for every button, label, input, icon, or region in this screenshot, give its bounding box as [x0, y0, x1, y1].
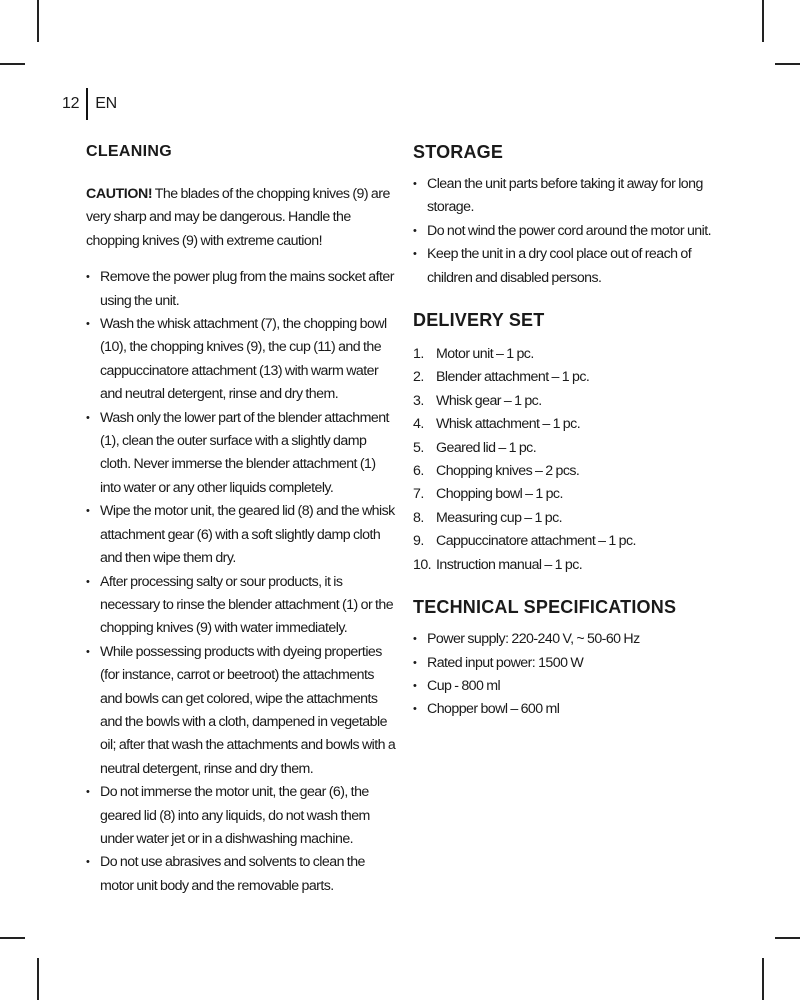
list-item [413, 366, 713, 389]
list-item: • Cup - 800 ml [413, 675, 713, 698]
item-number: 2. [413, 369, 424, 386]
crop-mark [762, 0, 764, 42]
list-item: • Rated input power: 1500 W [413, 652, 713, 675]
delivery-set-title: DELIVERY SET [413, 310, 545, 331]
item-text: Motor unit – 1 pc. [436, 346, 534, 363]
item-text: Cappuccinatore attachment – 1 pc. [436, 533, 636, 550]
item-text: Chopping bowl – 1 pc. [436, 486, 563, 503]
delivery-set-list [413, 343, 713, 577]
item-text: Whisk attachment – 1 pc. [436, 416, 581, 433]
crop-mark [0, 937, 25, 939]
list-item [413, 507, 713, 530]
item-number: 3. [413, 392, 424, 409]
technical-specifications-title: TECHNICAL SPECIFICATIONS [413, 597, 677, 618]
caution-label: CAUTION! [86, 186, 153, 202]
list-item: • Do not immerse the motor unit, the gear (6), the geared lid (8) into any liquids, do not wash them under water jet or in a dishwashing machine. [86, 781, 398, 851]
item-text: Measuring cup – 1 pc. [436, 509, 563, 526]
crop-mark [775, 63, 800, 65]
cleaning-list [86, 266, 398, 898]
list-item [413, 343, 713, 366]
cleaning-section [86, 140, 398, 898]
item-number: 6. [413, 463, 424, 480]
list-item [413, 483, 713, 506]
item-number: 7. [413, 486, 424, 503]
crop-mark [37, 0, 39, 42]
item-number: 8. [413, 509, 424, 526]
list-item [413, 530, 713, 553]
list-item: • After processing salty or sour products, it is necessary to rinse the blender attachment (1) or the chopping knives (9) with water immediately. [86, 571, 398, 641]
list-item: • Power supply: 220-240 V, ~ 50-60 Hz [413, 628, 713, 651]
caution-paragraph [86, 183, 398, 253]
list-item [413, 460, 713, 483]
technical-specifications-list [413, 628, 713, 722]
item-text: Geared lid – 1 pc. [436, 439, 537, 456]
page-header [62, 88, 117, 120]
crop-mark [0, 63, 25, 65]
list-item [413, 413, 713, 436]
item-text: Whisk gear – 1 pc. [436, 392, 542, 409]
list-item: • Do not use abrasives and solvents to clean the motor unit body and the removable parts. [86, 851, 398, 898]
language-label: EN [95, 95, 117, 112]
storage-title: STORAGE [413, 142, 504, 162]
item-number: 5. [413, 439, 424, 456]
item-text: Chopping knives – 2 pcs. [436, 463, 580, 480]
list-item: • Wash the whisk attachment (7), the chopping bowl (10), the chopping knives (9), the cup (11) and the cappuccinatore attachment (13) with warm water and neutral detergent, rinse and dry them. [86, 313, 398, 407]
crop-mark [762, 958, 764, 1000]
list-item: • Clean the unit parts before taking it away for long storage. [413, 173, 713, 220]
list-item: • Chopper bowl – 600 ml [413, 698, 713, 721]
storage-list [413, 173, 713, 290]
cleaning-title: CLEANING [86, 143, 172, 160]
page-number: 12 [62, 95, 80, 112]
list-item [413, 554, 713, 577]
header-divider [86, 88, 88, 120]
list-item: • Wash only the lower part of the blender attachment (1), clean the outer surface with a slightly damp cloth. Never immerse the blender attachment (1) into water or any other liquids completely. [86, 407, 398, 501]
list-item [413, 437, 713, 460]
item-number: 1. [413, 346, 424, 363]
item-number: 10. [413, 556, 432, 573]
crop-mark [37, 958, 39, 1000]
list-item: • Keep the unit in a dry cool place out of reach of children and disabled persons. [413, 243, 713, 290]
list-item [413, 390, 713, 413]
crop-mark [775, 937, 800, 939]
list-item: • Do not wind the power cord around the motor unit. [413, 220, 713, 243]
list-item: • Wipe the motor unit, the geared lid (8) and the whisk attachment gear (6) with a soft slightly damp cloth and then wipe them dry. [86, 500, 398, 570]
list-item: • While possessing products with dyeing properties (for instance, carrot or beetroot) the attachments and bowls can get colored, wipe the attachments and the bowls with a cloth, dampened in vegetable oil; after that wash the attachments and bowls with a neutral detergent, rinse and dry them. [86, 641, 398, 781]
right-column [413, 140, 713, 722]
item-number: 4. [413, 416, 424, 433]
item-text: Instruction manual – 1 pc. [436, 556, 583, 573]
list-item: • Remove the power plug from the mains socket after using the unit. [86, 266, 398, 313]
item-text: Blender attachment – 1 pc. [436, 369, 590, 386]
item-number: 9. [413, 533, 424, 550]
caution-text: The blades of the chopping knives (9) are very sharp and may be dangerous. Handle the chopping knives (9) with extreme caution! [86, 186, 390, 249]
